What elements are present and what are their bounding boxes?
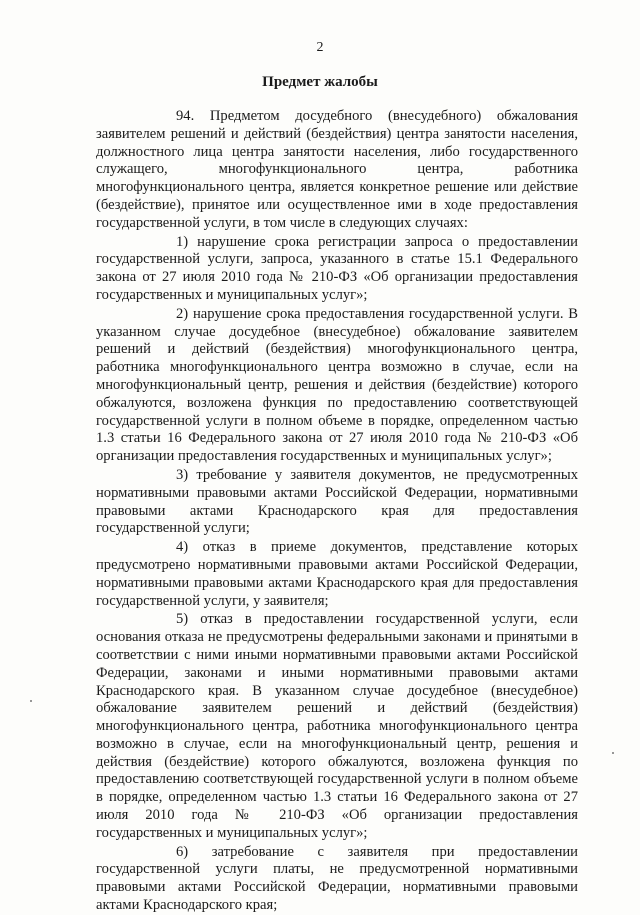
list-item-text: нарушение срока регистрации запроса о предоставлении государственной услуги, запроса, указанного в статье 15.1 Федерального закона от 27 июля 2010 года № 210-ФЗ «Об организации предоставления государственных и муниципальных услуг»; bbox=[96, 233, 578, 303]
list-item-4 bbox=[96, 539, 578, 610]
list-item-text: отказ в предоставлении государственной услуги, если основания отказа не предусмотрены федеральными законами и принятыми в соответствии с ними иными нормативными правовыми актами Российской Федерации, законами и иными нормативными правовыми актами Краснодарского края. В указанном случае досудебное (внесудебное) обжалование заявителем решений и действий (бездействия) многофункционального центра, работника многофункционального центра возможно в случае, если на многофункциональный центр, решения и действия (бездействие) которого обжалуются, возложена функция по предоставлению соответствующей государственной услуги в полном объеме в порядке, определенном частью 1.3 статьи 16 Федерального закона от 27 июля 2010 года № 210-ФЗ «Об организации предоставления государственных и муниципальных услуг»; bbox=[96, 611, 578, 841]
list-item-number: 6) bbox=[176, 843, 189, 860]
list-item-number: 4) bbox=[176, 539, 189, 556]
paragraph-number: 94. bbox=[176, 108, 195, 124]
list-item-2 bbox=[96, 306, 578, 466]
list-item-3 bbox=[96, 467, 578, 538]
list-item-text: нарушение срока предоставления государственной услуги. В указанном случае досудебное (внесудебное) обжалование заявителем решений и действий (бездействия) многофункционального центра, работника многофункционального центра возможно в случае, если на многофункциональный центр, решения и действия (бездействие) которого обжалуются, возложена функция по предоставлению соответствующей государственной услуги в полном объеме в порядке, определенном частью 1.3 статьи 16 Федерального закона от 27 июля 2010 года № 210-ФЗ «Об организации предоставления государственных и муниципальных услуг»; bbox=[96, 305, 578, 465]
document-body bbox=[96, 108, 578, 915]
paragraph-text: Предметом досудебного (внесудебного) обжалования заявителем решений и действий (бездействия) центра занятости населения, должностного лица центра занятости населения, либо государственного служащего, многофункционального центра, работника многофункционального центра, является конкретное решение или действие (бездействие), принятое или осуществленное ими в ходе предоставления государственной услуги, в том числе в следующих случаях: bbox=[96, 108, 578, 231]
list-item-number: 3) bbox=[176, 466, 189, 483]
paragraph-94 bbox=[96, 108, 578, 233]
scan-speck bbox=[30, 700, 32, 702]
list-item-number: 5) bbox=[176, 611, 189, 628]
list-item-number: 2) bbox=[176, 305, 189, 322]
list-item-6 bbox=[96, 844, 578, 915]
scan-speck bbox=[612, 752, 614, 754]
page-number: 2 bbox=[316, 40, 324, 55]
list-item-number: 1) bbox=[176, 233, 189, 250]
list-item-5 bbox=[96, 611, 578, 842]
list-item-text: отказ в приеме документов, представление которых предусмотрено нормативными правовыми актами Российской Федерации, нормативными правовыми актами Краснодарского края для предоставления государственной услуги, у заявителя; bbox=[96, 539, 578, 609]
section-title: Предмет жалобы bbox=[262, 74, 378, 90]
list-item-text: требование у заявителя документов, не предусмотренных нормативными правовыми актами Российской Федерации, нормативными правовыми актами Краснодарского края для предоставления государственной услуги; bbox=[96, 466, 578, 537]
list-item-1 bbox=[96, 234, 578, 305]
list-item-text: затребование с заявителя при предоставлении государственной услуги платы, не предусмотренной нормативными правовыми актами Российской Федерации, нормативными правовыми актами Краснодарского края; bbox=[96, 843, 578, 914]
